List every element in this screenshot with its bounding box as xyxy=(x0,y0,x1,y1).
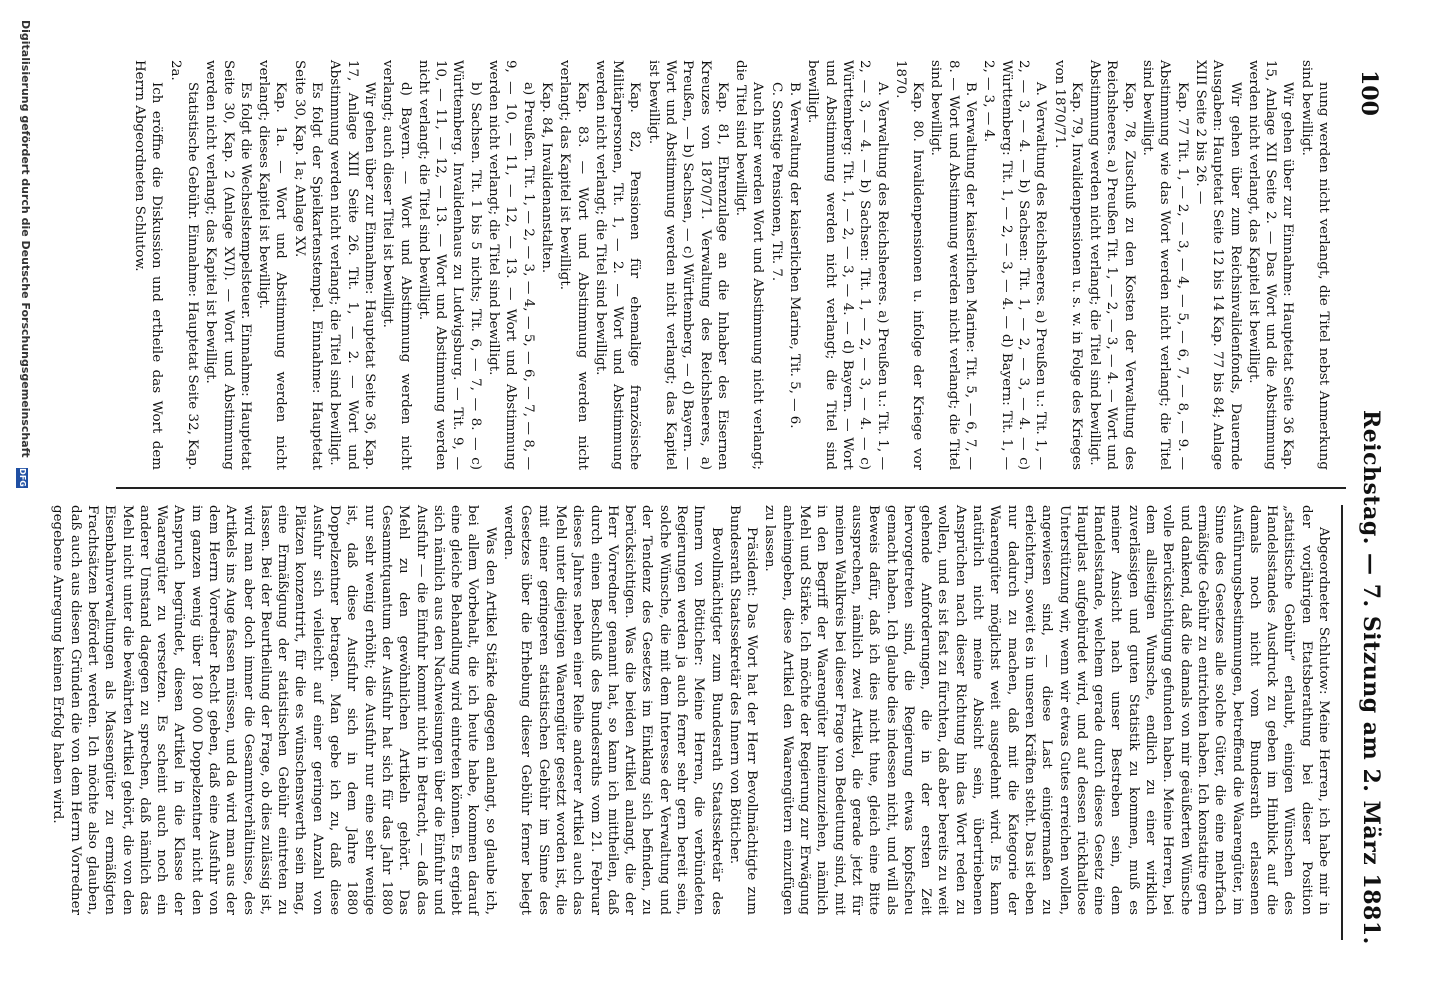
paragraph: A. Verwaltung des Reichsheeres. a) Preußen u.: Tit. 1, — 2, — 3, — 4. — b) Sachsen: Tit. 1, — 2, — 3, — 4. — c) Württemberg: Tit. 1, — 2, — 3, — 4. — d) Bayern. — Wort und Abstimmung werden nicht verlangt; die Titel sind bewilligt. xyxy=(805,60,890,470)
paragraph: b) Sachsen. Tit. 1 bis 5 nichts; Tit. 6, — 7, — 8. — c) Württemberg. Invalidenhaus zu Ludwigsburg. — Tit. 9, — 10, — 11, — 12, — 13. — Wort und Abstimmung werden nicht verlangt; die Titel sind bewilligt. xyxy=(415,60,483,470)
page-number: 100 xyxy=(1356,70,1382,116)
paragraph: Kap. 81, Ehrenzulage an die Inhaber des Eisernen Kreuzes von 1870/71. Verwaltung des Reichsheeres, a) Preußen, — b) Sachsen, — c) Württemberg, — d) Bayern. — Wort und Abstimmung werden nicht verlangt; das Kapitel ist bewilligt. xyxy=(645,60,730,470)
paragraph: Kap. 77 Tit. 1, — 2, — 3, — 4, — 5, — 6, 7, — 8, — 9. — Abstimmung wie das Wort werden nicht verlangt; die Titel sind bewilligt. xyxy=(1140,60,1190,470)
paragraph: Ich eröffne die Diskussion und ertheile das Wort dem Herrn Abgeordneten Schlutow. xyxy=(132,60,165,470)
header-rule xyxy=(1341,505,1343,940)
paragraph: B. Verwaltung der kaiserlichen Marine, Tit. 5, — 6. xyxy=(787,82,803,429)
paragraph: Statistische Gebühr. Einnahme: Hauptetat Seite 32, Kap. 2a. xyxy=(167,60,200,470)
paragraph: Auch hier werden Wort und Abstimmung nicht verlangt; die Titel sind bewilligt. xyxy=(733,60,766,470)
digitization-text: Digitalisierung gefördert durch die Deutsche Forschungsgemeinschaft xyxy=(19,20,32,458)
paragraph: Kap. 83. — Wort und Abstimmung werden nicht verlangt; das Kapitel ist bewilligt. xyxy=(557,60,590,470)
dfg-logo: DFG xyxy=(18,468,27,487)
paragraph: Kap. 82, Pensionen für ehemalige französische Militärpersonen, Tit. 1, — 2. — Wort und Abstimmung werden nicht verlangt; die Titel sind bewilligt. xyxy=(592,60,643,470)
paragraph: Kap. 84, Invalidenanstalten. xyxy=(538,82,554,274)
right-column xyxy=(48,505,1332,915)
paragraph: Kap. 80. Invalidenpensionen u. infolge der Kriege vor 1870. xyxy=(892,60,926,470)
paragraph: Es folgt die Wechselstempelsteuer. Einnahme: Hauptetat Seite 30, Kap. 2 (Anlage XVI). — Wort und Abstimmung werden nicht verlangt; das Kapitel ist bewilligt. xyxy=(203,60,253,470)
paragraph: Kap. 1a. — Wort und Abstimmung werden nicht verlangt; dieses Kapitel ist bewilligt. xyxy=(256,60,289,470)
digitization-note xyxy=(16,20,32,488)
paragraph: Wir gehen über zum Reichsinvalidenfonds, Dauernde Ausgaben: Hauptetat Seite 12 bis 14 Kap. 77 bis 84; Anlage XIII Seite 2 bis 26. — xyxy=(1192,60,1243,470)
paragraph: Kap. 79, Invalidenpensionen u. s. w. in Folge des Krieges von 1870/71. xyxy=(1051,60,1084,470)
paragraph: d) Bayern. — Wort und Abstimmung werden nicht verlangt; auch dieser Titel ist bewilligt. xyxy=(380,60,413,470)
paragraph: Wir gehen über zur Einnahme: Hauptetat Seite 36 Kap. 15, Anlage XII Seite 2. — Das Wort und die Abstimmung werden nicht verlangt, das Kapitel ist bewilligt. xyxy=(1245,60,1296,470)
paragraph: A. Verwaltung des Reichsheeres. a) Preußen u.: Tit. 1, — 2, — 3, — 4. — b) Sachsen: Tit. 1, — 2, — 3, — 4. — c) Württemberg: Tit. 1, — 2, — 3, — 4. — d) Bayern: Tit. 1, — 2, — 3, — 4. xyxy=(981,60,1049,470)
paragraph: a) Preußen. Tit. 1, — 2, — 3, — 4, — 5, — 6, — 7, — 8, — 9, — 10, — 11, — 12, — 13. — Wort und Abstimmung werden nicht verlangt; die Titel sind bewilligt. xyxy=(486,60,536,470)
paragraph: nung werden nicht verlangt, die Titel nebst Anmerkung sind bewilligt. xyxy=(1298,60,1331,470)
column-divider xyxy=(116,487,1346,489)
page-title: Reichstag. — 7. Sitzung am 2. März 1881. xyxy=(1358,410,1384,945)
paragraph: Wir gehen über zur Einnahme: Hauptetat Seite 36, Kap. 17, Anlage XIII Seite 26. Tit. 1, — 2. — Wort und Abstimmung werden nicht verlangt; die Titel sind bewilligt. xyxy=(327,60,377,470)
paragraph: C. Sonstige Pensionen, Tit. 7. xyxy=(768,82,784,282)
paragraph: Abgeordneter Schlutow: Meine Herren, ich habe mir in der vorjährigen Etatsberathung bei dieser Position „statistische Gebühr“ erlaubt, einigen Wünschen des Handelsstandes Ausdruck zu geben im Hinblick auf die damals noch nicht vom Bundesrath erlassenen Ausführungsbestimmungen, betreffend die Waarengüter, im Sinne des Gesetzes alle solche Güter, die eine mehrfach ermäßigte Gebühr zu entrichten haben. Ich konstatire gern und dankend, daß die damals von mir geäußerten Wünsche volle Berücksichtigung gefunden haben. Meine Herren, bei dem allseitigen Wunsche, endlich zu einer wirklich zuverlässigen und guten Statistik zu kommen, muß es meiner Ansicht nach unser Bestreben sein, dem Handelsstande, welchem gerade durch dieses Gesetz eine Hauptlast aufgebürdet wird, und auf dessen rückhaltlose Unterstützung wir, wenn wir etwas Gutes erreichen wollen, angewiesen sind, — diese Last einigermaßen zu erleichtern, soweit es in unseren Kräften steht. Das ist eben nur dadurch zu machen, daß mit die Kategorie der Waarengüter möglichst weit ausgedehnt wird. Es kann natürlich nicht meine Absicht sein, übertriebenen Ansprüchen nach dieser Richtung hin das Wort reden zu wollen, und es ist fast zu fürchten, daß aber bereits zu weit gehende Anforderungen, die in der ersten Zeit hervorgetreten sind, die Regierung etwas kopfscheu gemacht haben. Ich glaube dies indessen nicht, und will als Beweis dafür, daß ich dies nicht thue, gleich eine Bitte aussprechen, nämlich zwei Artikel, die gerade jetzt für meinen Wahlkreis bei dieser Frage von Bedeutung sind, mit in den Begriff der Waarengüter hineinzuziehen, nämlich Mehl und Stärke. Ich möchte der Regierung zur Erwägung anheimgeben, diese Artikel den Waarengütern einzufügen zu lassen. xyxy=(762,505,1331,915)
paragraph: Es folgt der Spielkartenstempel. Einnahme: Hauptetat Seite 30, Kap. 1a; Anlage XV. xyxy=(291,60,325,470)
paragraph: Präsident: Das Wort hat der Herr Bevollmächtigte zum Bundesrath Staatssekretär des Innern von Bötticher. xyxy=(726,505,760,915)
paragraph: Kap. 78, Zuschuß zu den Kosten der Verwaltung des Reichsheeres. a) Preußen Tit. 1, — 2, — 3, — 4. — Wort und Abstimmung werden nicht verlangt; die Titel sind bewilligt. xyxy=(1087,60,1137,470)
paragraph: Bevollmächtigter zum Bundesrath Staatssekretär des Innern von Bötticher: Meine Herren, die verbündeten Regierungen werden ja auch ferner sehr gern bereit sein, solche Wünsche, die mit dem Interesse der Verwaltung und der Tendenz des Gesetzes im Einklang sich befinden, zu berücksichtigen. Was die beiden Artikel anlangt, die der Herr Vorredner genannt hat, so kann ich mittheilen, daß durch einen Beschluß des Bundesraths vom 21. Februar dieses Jahres neben einer Reihe anderer Artikel auch das Mehl unter diejenigen Waarengüter gesetzt worden ist, die mit einer geringeren statistischen Gebühr im Sinne des Gesetzes über die Erhebung dieser Gebühr ferner belegt werden. xyxy=(501,505,724,915)
left-column xyxy=(130,60,1332,470)
paragraph: B. Verwaltung der kaiserlichen Marine: Tit. 5, — 6, 7, — 8. — Wort und Abstimmung werden nicht verlangt; die Titel sind bewilligt. xyxy=(928,60,979,470)
paragraph: Was den Artikel Stärke dagegen anlangt, so glaube ich, bei allem Vorbehalt, die ich heute habe, kommen darauf eine gleiche Behandlung wird eintreten können. Es ergiebt sich nämlich aus den Nachweisungen über die Einfuhr und Ausfuhr — die Einfuhr kommt nicht in Betracht, — daß das Mehl zu den gewöhnlichen Artikeln gehört. Das Gesammtquantum der Ausfuhr hat sich für das Jahr 1880 nur sehr wenig erhöht; die Ausfuhr nur eine sehr wenige ist, daß diese Ausfuhr sich in dem Jahre 1880 Doppelzentner betragen. Man gebe ich zu, daß diese Ausfuhr sich vielleicht auf einer geringen Anzahl von Plätzen konzentrirt, für die es wünschenswerth sein mag, eine Ermäßigung der statistischen Gebühr eintreten zu lassen. Bei der Beurtheilung der Frage, ob dies zulässig ist, wird man aber doch immer die Gesammtverhältnisse, des Artikels ins Auge fassen müssen, und da wird man aus der dem Herrn Vorredner Recht geben, daß eine Ausfuhr von im ganzen wenig über 180 000 Doppelzentner nicht den Anspruch begründet, diesen Artikel in die Klasse der Waarengüter zu versetzen. Es scheint auch noch ein anderer Umstand dagegen zu sprechen, daß nämlich das Mehl nicht unter die bewährten Artikel gehört, die von den Eisenbahnverwaltungen als Massengüter zu ermäßigten Frachtsätzen befördert werden. Ich möchte also glauben, daß auch aus diesen Gründen die von dem Herrn Vorredner gegebene Anregung keinen Erfolg haben wird. xyxy=(50,505,498,915)
